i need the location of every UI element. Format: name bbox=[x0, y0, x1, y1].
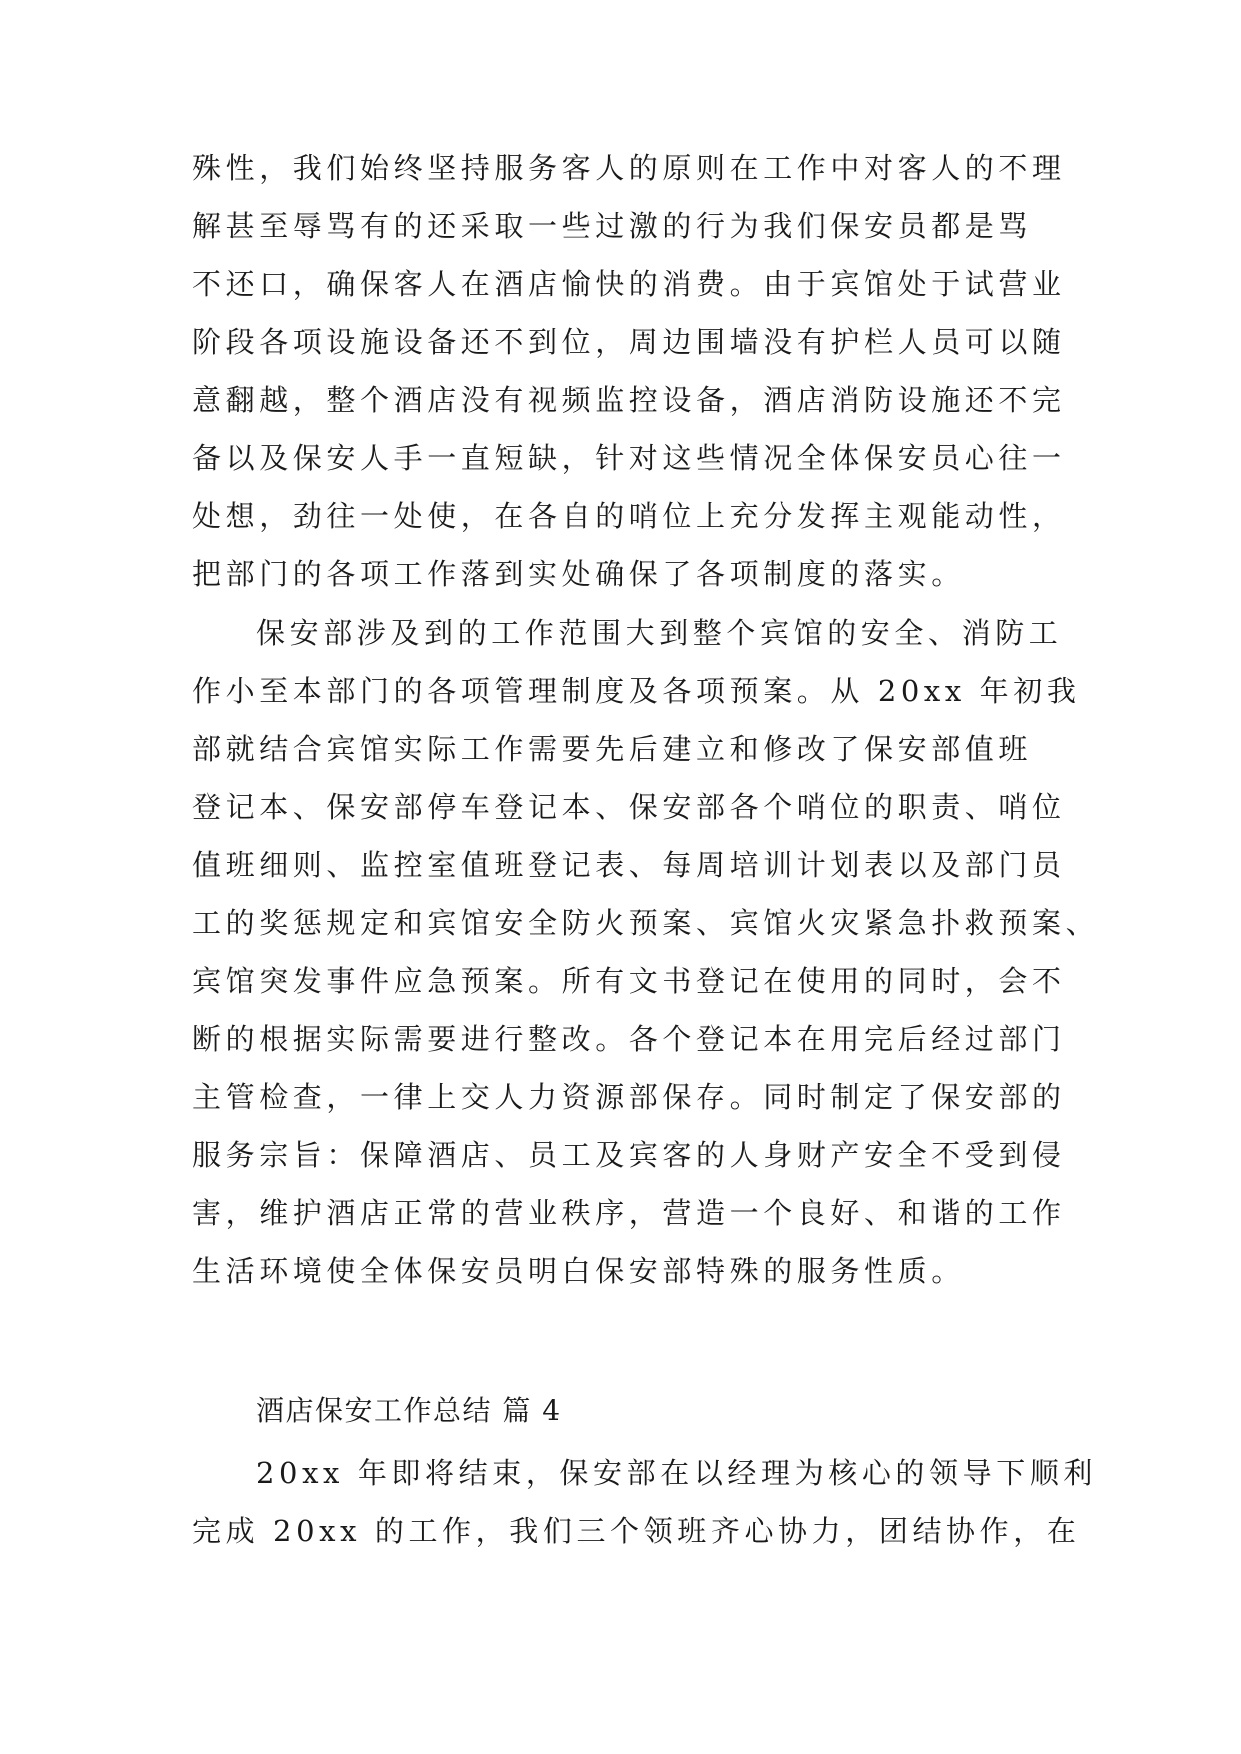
paragraph-line: 备以及保安人手一直短缺，针对这些情况全体保安员心往一 bbox=[192, 441, 1066, 475]
paragraph-line: 阶段各项设施设备还不到位，周边围墙没有护栏人员可以随 bbox=[192, 325, 1066, 359]
paragraph-line: 完成 20xx 的工作，我们三个领班齐心协力，团结协作，在 bbox=[192, 1514, 1081, 1548]
paragraph-line: 保安部涉及到的工作范围大到整个宾馆的安全、消防工 bbox=[256, 616, 1063, 650]
paragraph-line: 值班细则、监控室值班登记表、每周培训计划表以及部门员 bbox=[192, 848, 1066, 882]
paragraph-line: 处想，劲往一处使，在各自的哨位上充分发挥主观能动性， bbox=[192, 499, 1066, 533]
section-heading bbox=[192, 1382, 1072, 1440]
paragraph-line: 生活环境使全体保安员明白保安部特殊的服务性质。 bbox=[192, 1254, 965, 1288]
paragraph-3 bbox=[192, 1444, 1098, 1560]
paragraph-line: 部就结合宾馆实际工作需要先后建立和修改了保安部值班 bbox=[192, 732, 1033, 766]
paragraph-line: 主管检查，一律上交人力资源部保存。同时制定了保安部的 bbox=[192, 1080, 1066, 1114]
paragraph-line: 不还口，确保客人在酒店愉快的消费。由于宾馆处于试营业 bbox=[192, 267, 1066, 301]
paragraph-line: 把部门的各项工作落到实处确保了各项制度的落实。 bbox=[192, 557, 965, 591]
section-title: 酒店保安工作总结 篇 4 bbox=[256, 1394, 562, 1427]
paragraph-line: 作小至本部门的各项管理制度及各项预案。从 20xx 年初我 bbox=[192, 674, 1081, 708]
paragraph-2 bbox=[192, 604, 1100, 1300]
paragraph-line: 殊性，我们始终坚持服务客人的原则在工作中对客人的不理 bbox=[192, 151, 1066, 185]
paragraph-line: 害，维护酒店正常的营业秩序，营造一个良好、和谐的工作 bbox=[192, 1196, 1066, 1230]
paragraph-1 bbox=[192, 139, 1072, 603]
paragraph-line: 服务宗旨：保障酒店、员工及宾客的人身财产安全不受到侵 bbox=[192, 1138, 1066, 1172]
paragraph-line: 宾馆突发事件应急预案。所有文书登记在使用的同时，会不 bbox=[192, 964, 1066, 998]
paragraph-line: 断的根据实际需要进行整改。各个登记本在用完后经过部门 bbox=[192, 1022, 1066, 1056]
paragraph-line: 20xx 年即将结束，保安部在以经理为核心的领导下顺利 bbox=[256, 1456, 1098, 1490]
paragraph-line: 意翻越，整个酒店没有视频监控设备，酒店消防设施还不完 bbox=[192, 383, 1066, 417]
paragraph-line: 登记本、保安部停车登记本、保安部各个哨位的职责、哨位 bbox=[192, 790, 1066, 824]
paragraph-line: 解甚至辱骂有的还采取一些过激的行为我们保安员都是骂 bbox=[192, 209, 1033, 243]
paragraph-line: 工的奖惩规定和宾馆安全防火预案、宾馆火灾紧急扑救预案、 bbox=[192, 906, 1100, 940]
